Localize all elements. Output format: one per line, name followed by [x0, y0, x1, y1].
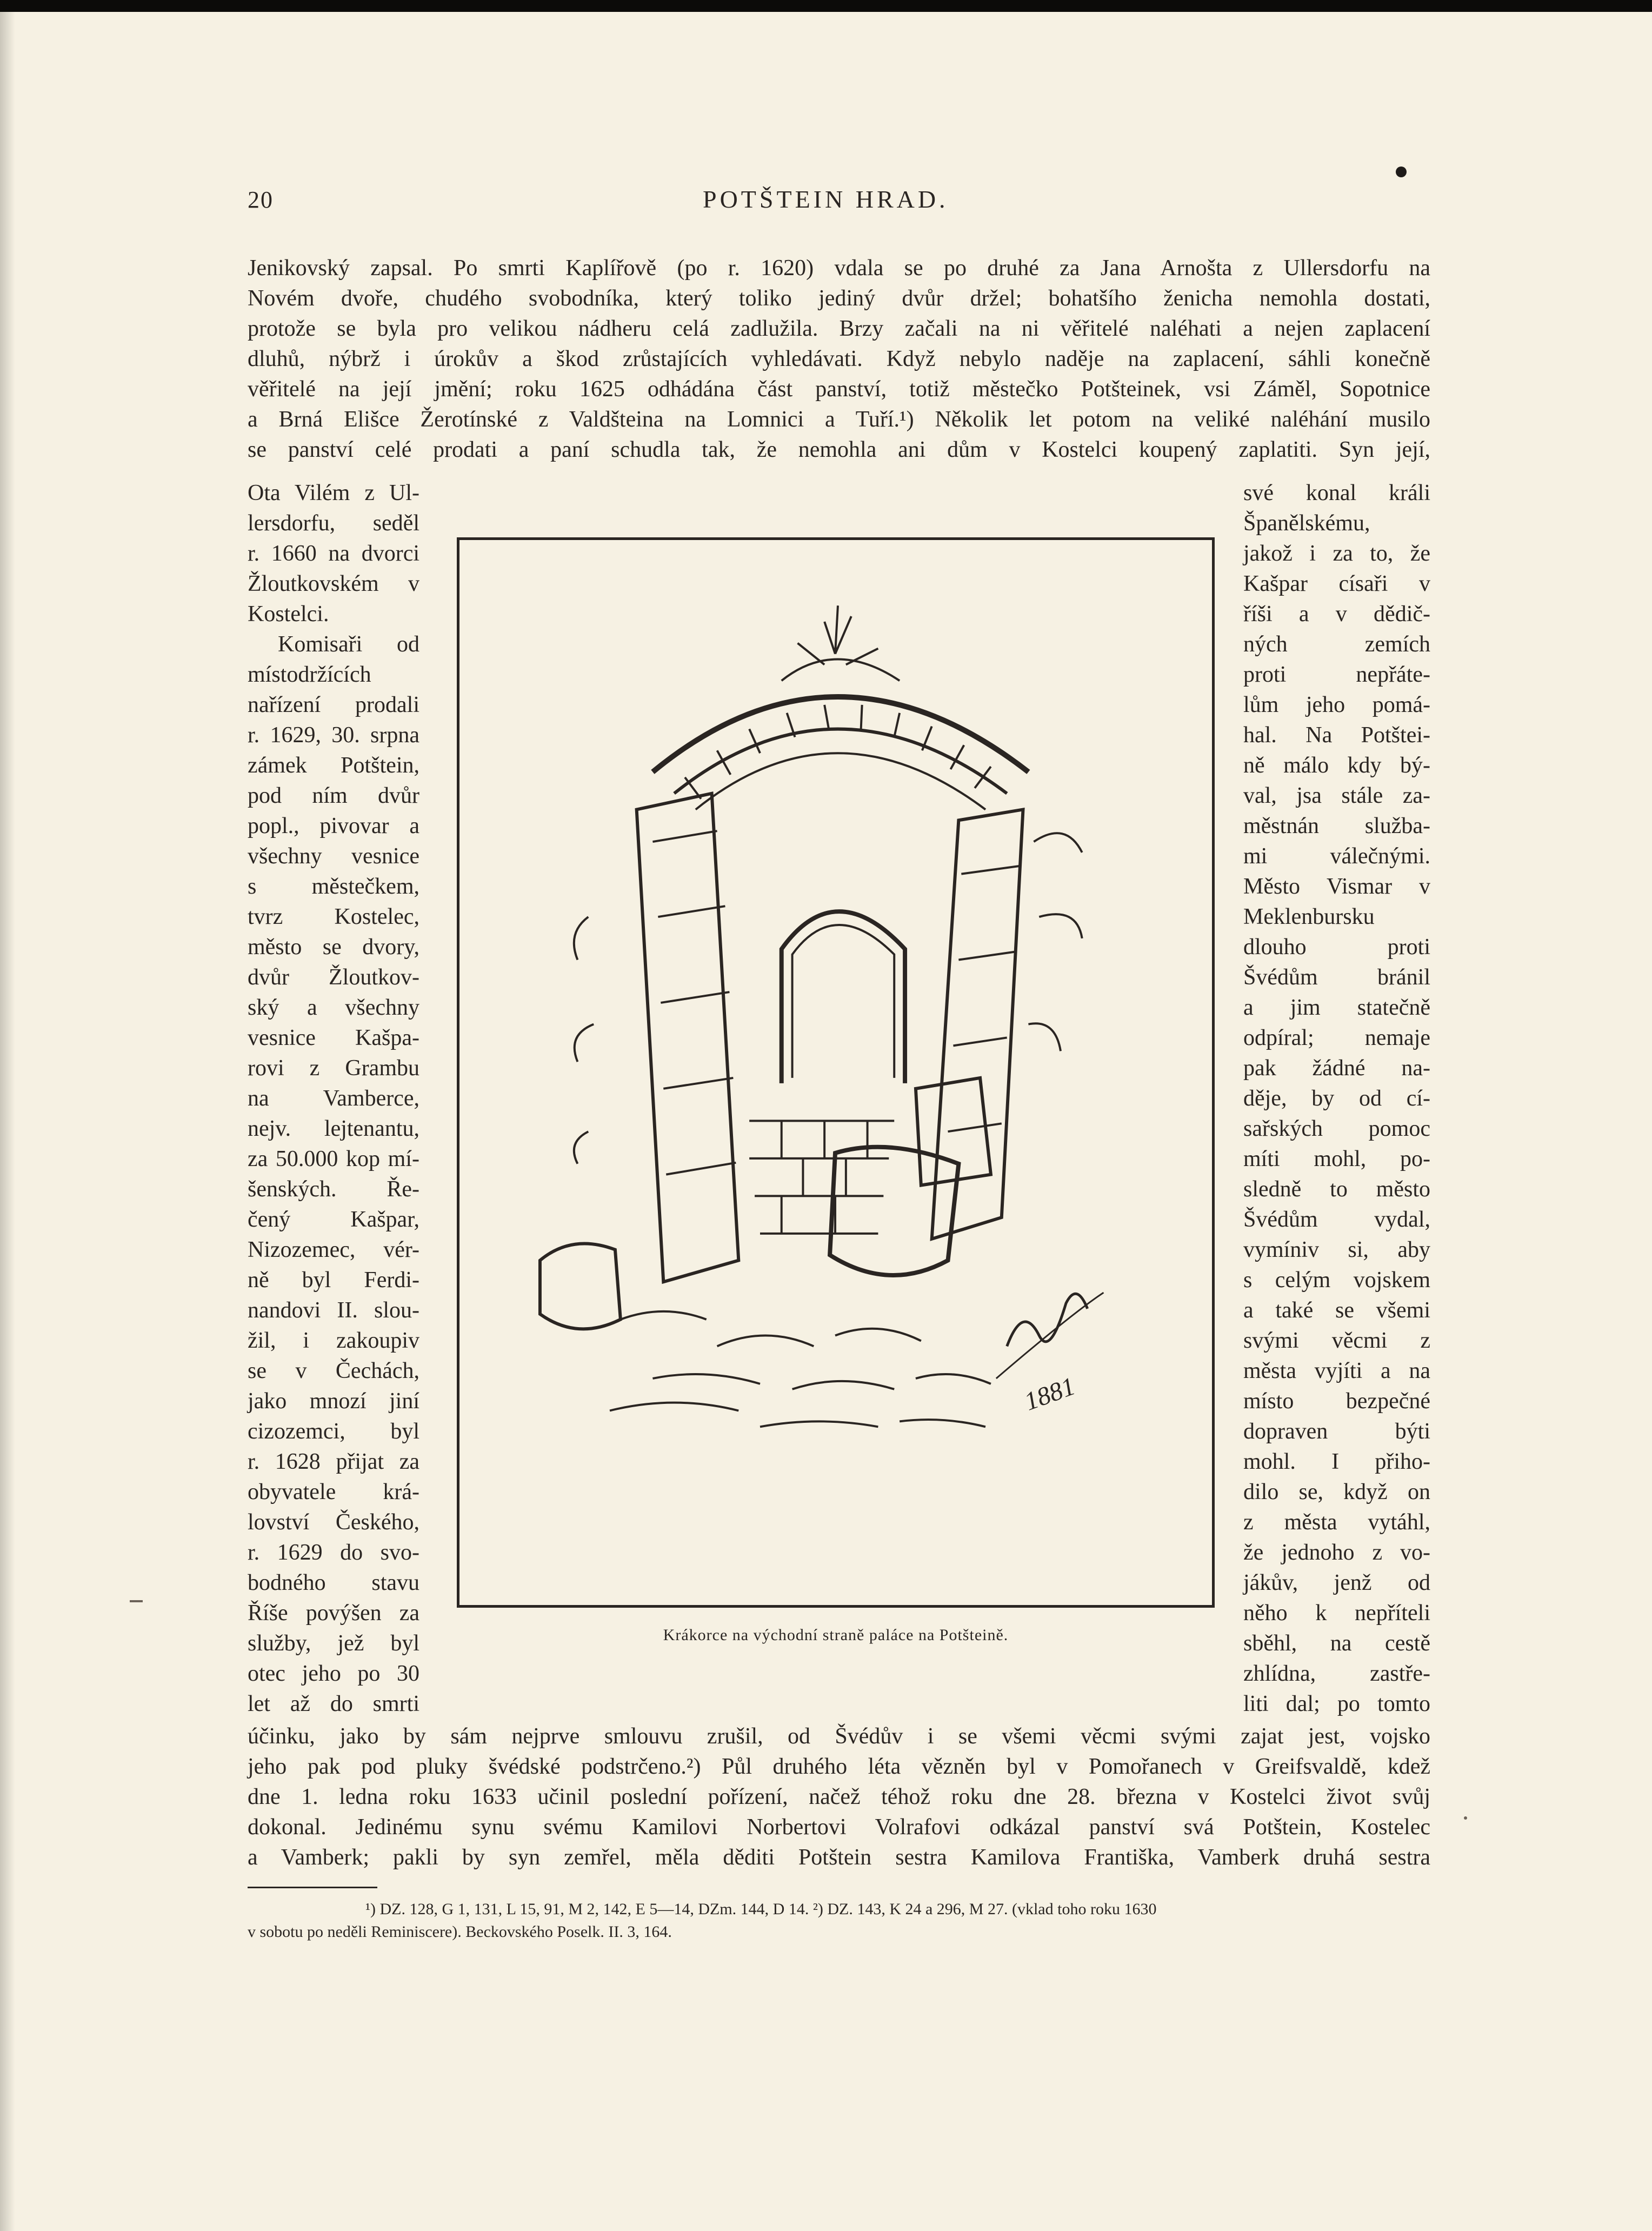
footnote-line: v sobotu po neděli Reminiscere). Beckovského Poselk. II. 3, 164. [248, 1923, 672, 1941]
column-line: jakož i za to, že [1243, 541, 1430, 566]
column-line: cizozemci, byl [248, 1419, 419, 1444]
column-line: na Vamberce, [248, 1086, 419, 1111]
column-line: svými věcmi z [1243, 1328, 1430, 1353]
book-page [0, 12, 1652, 2231]
body-line: účinku, jako by sám nejprve smlouvu zrušil, od Švédův i se všemi věcmi svými zajat jest, vojsko [248, 1724, 1430, 1749]
figure-caption: Krákorce na východní straně paláce na Potšteině. [663, 1626, 1009, 1644]
page-edge-shadow [0, 12, 15, 2231]
column-line: mohl. I přiho- [1243, 1449, 1430, 1474]
column-line: něho k nepříteli [1243, 1601, 1430, 1626]
column-line: ně málo kdy bý- [1243, 753, 1430, 778]
column-line: Ota Vilém z Ul- [248, 481, 419, 505]
page-number: 20 [248, 187, 274, 213]
column-line: r. 1660 na dvorci [248, 541, 419, 566]
column-line: míti mohl, po- [1243, 1147, 1430, 1171]
column-line: říši a v dědič- [1243, 602, 1430, 627]
column-line: sařských pomoc [1243, 1116, 1430, 1141]
column-line: místo bezpečné [1243, 1389, 1430, 1414]
column-line: Komisaři od [278, 632, 419, 657]
column-line: své konal králi [1243, 481, 1430, 505]
column-line: všechny vesnice [248, 844, 419, 869]
column-line: mi válečnými. [1243, 844, 1430, 869]
running-title: POTŠTEIN HRAD. [703, 185, 949, 213]
body-line: dluhů, nýbrž i úrokův a škod zrůstajících vyhledávati. Když nebylo naděje na zaplacení, sáhli konečně [248, 347, 1430, 371]
body-line: Jenikovský zapsal. Po smrti Kaplířově (po r. 1620) vdala se po druhé za Jana Arnošta z Ullersdorfu na [248, 256, 1430, 281]
body-line: se panství celé prodati a paní schudla tak, že nemohla ani dům v Kostelci koupený zaplatiti. Syn její, [248, 437, 1430, 462]
column-line: sledně to město [1243, 1177, 1430, 1202]
column-line: nandovi II. slou- [248, 1298, 419, 1323]
column-line: otec jeho po 30 [248, 1661, 419, 1686]
column-line: rovi z Grambu [248, 1056, 419, 1081]
column-line: lům jeho pomá- [1243, 692, 1430, 717]
column-line: Kostelci. [248, 602, 329, 627]
column-line: šenských. Ře- [248, 1177, 419, 1202]
column-line: dvůr Žloutkov- [248, 965, 419, 990]
column-line: popl., pivovar a [248, 814, 419, 838]
column-line: dilo se, když on [1243, 1480, 1430, 1504]
column-line: zámek Potštein, [248, 753, 419, 778]
column-line: obyvatele krá- [248, 1480, 419, 1504]
footnote-line: ¹) DZ. 128, G 1, 131, L 15, 91, M 2, 142, E 5—14, DZm. 144, D 14. ²) DZ. 143, K 24 a 296, M 27. (vklad toho roku 1630 [365, 1900, 1157, 1918]
column-line: Město Vismar v [1243, 874, 1430, 899]
column-line: vymíniv si, aby [1243, 1237, 1430, 1262]
right-column [1243, 478, 1430, 1719]
column-line: Říše povýšen za [248, 1601, 419, 1626]
ink-dot [1396, 167, 1407, 177]
column-line: a také se všemi [1243, 1298, 1430, 1323]
column-line: s celým vojskem [1243, 1268, 1430, 1293]
column-line: města vyjíti a na [1243, 1358, 1430, 1383]
column-line: proti nepřáte- [1243, 662, 1430, 687]
column-line: let až do smrti [248, 1691, 419, 1716]
column-line: ský a všechny [248, 995, 419, 1020]
column-line: jákův, jenž od [1243, 1570, 1430, 1595]
column-line: Švédům vydal, [1243, 1207, 1430, 1232]
column-line: r. 1629 do svo- [248, 1540, 419, 1565]
column-line: bodného stavu [248, 1570, 419, 1595]
column-line: Nizozemec, vér- [248, 1237, 419, 1262]
body-line: dokonal. Jedinému synu svému Kamilovi Norbertovi Volrafovi odkázal panství svá Potštein, Kostelec [248, 1815, 1430, 1840]
column-line: Žloutkovském v [248, 571, 419, 596]
castle-ruin-engraving [459, 540, 1212, 1605]
column-line: s městečkem, [248, 874, 419, 899]
footnote-rule [248, 1887, 377, 1888]
column-line: město se dvory, [248, 935, 419, 960]
column-line: za 50.000 kop mí- [248, 1147, 419, 1171]
column-line: Meklenbursku [1243, 904, 1375, 929]
column-line: Švédům bránil [1243, 965, 1430, 990]
column-line: děje, by od cí- [1243, 1086, 1430, 1111]
column-line: pak žádné na- [1243, 1056, 1430, 1081]
column-line: zhlídna, zastře- [1243, 1661, 1430, 1686]
column-line: liti dal; po tomto [1243, 1691, 1430, 1716]
left-column [248, 478, 419, 1719]
signature-year: 1881 [1021, 1372, 1079, 1416]
page-speck [1464, 1816, 1467, 1820]
body-line: protože se byla pro velikou nádheru celá zadlužila. Brzy začali na ni věřitelé naléhati a nejen zaplacení [248, 316, 1430, 341]
column-line: Španělskému, [1243, 511, 1370, 536]
column-line: nejv. lejtenantu, [248, 1116, 419, 1141]
column-line: val, jsa stále za- [1243, 783, 1430, 808]
illustration-frame [457, 537, 1215, 1608]
column-line: městnán služba- [1243, 814, 1430, 838]
column-line: pod ním dvůr [248, 783, 419, 808]
body-line: věřitelé na její jmění; roku 1625 odhádána část panství, totiž městečko Potšteinek, vsi Záměl, Sopotnice [248, 377, 1430, 402]
column-line: nařízení prodali [248, 692, 419, 717]
column-line: Kašpar císaři v [1243, 571, 1430, 596]
body-line: a Vamberk; pakli by syn zemřel, měla děditi Potštein sestra Kamilova Františka, Vamberk druhá sestra [248, 1845, 1430, 1870]
column-line: ně byl Ferdi- [248, 1268, 419, 1293]
column-line: dlouho proti [1243, 935, 1430, 960]
column-line: lovství Českého, [248, 1510, 419, 1535]
column-line: odpíral; nemaje [1243, 1025, 1430, 1050]
column-line: r. 1628 přijat za [248, 1449, 419, 1474]
column-line: r. 1629, 30. srpna [248, 723, 419, 748]
column-line: čený Kašpar, [248, 1207, 419, 1232]
body-line: dne 1. ledna roku 1633 učinil poslední pořízení, načež téhož roku dne 28. března v Kostelci život svůj [248, 1784, 1430, 1809]
body-line: Novém dvoře, chudého svobodníka, který toliko jediný dvůr držel; bohatšího ženicha nemohla dostati, [248, 286, 1430, 311]
column-line: se v Čechách, [248, 1358, 419, 1383]
column-line: a jim statečně [1243, 995, 1430, 1020]
column-line: sběhl, na cestě [1243, 1631, 1430, 1656]
column-line: tvrz Kostelec, [248, 904, 419, 929]
column-line: hal. Na Potštei- [1243, 723, 1430, 748]
column-line: ných zemích [1243, 632, 1430, 657]
column-line: dopraven býti [1243, 1419, 1430, 1444]
column-line: lersdorfu, seděl [248, 511, 419, 536]
column-line: jako mnozí jiní [248, 1389, 419, 1414]
column-line: místodržících [248, 662, 371, 687]
column-line: služby, jež byl [248, 1631, 419, 1656]
body-line: jeho pak pod pluky švédské podstrčeno.²) Půl druhého léta vězněn byl v Pomořanech v Greifsvaldě, kdež [248, 1754, 1430, 1779]
body-line: a Brná Elišce Žerotínské z Valdšteina na Lomnici a Tuří.¹) Několik let potom na veliké naléhání musilo [248, 407, 1430, 432]
column-line: vesnice Kašpa- [248, 1025, 419, 1050]
column-line: že jednoho z vo- [1243, 1540, 1430, 1565]
column-line: z města vytáhl, [1243, 1510, 1430, 1535]
page-speck [130, 1600, 143, 1602]
column-line: žil, i zakoupiv [248, 1328, 419, 1353]
